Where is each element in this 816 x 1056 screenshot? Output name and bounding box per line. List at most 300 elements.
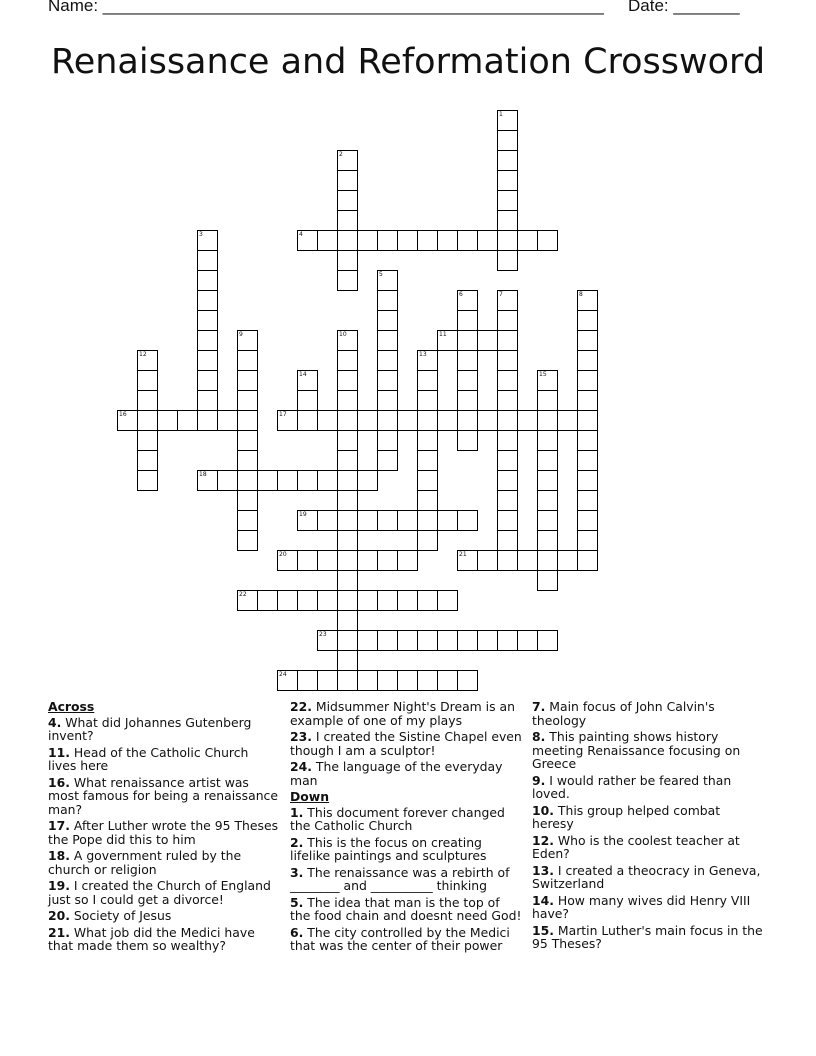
crossword-cell[interactable]	[217, 470, 238, 491]
crossword-cell[interactable]	[537, 470, 558, 491]
crossword-cell[interactable]	[177, 410, 198, 431]
clue-number-label: 1	[499, 111, 503, 118]
crossword-cell[interactable]	[297, 390, 318, 411]
crossword-cell[interactable]	[417, 410, 438, 431]
clue-number-label: 16	[119, 411, 127, 418]
clue-number: 5.	[290, 894, 304, 910]
crossword-cell[interactable]	[397, 670, 418, 691]
crossword-cell[interactable]	[577, 290, 598, 311]
crossword-cell[interactable]	[237, 490, 258, 511]
crossword-cell[interactable]	[537, 570, 558, 591]
crossword-cell[interactable]	[437, 510, 458, 531]
crossword-cell[interactable]	[437, 330, 458, 351]
crossword-cell[interactable]	[297, 470, 318, 491]
across-clue	[48, 746, 280, 773]
clue-number: 14.	[532, 892, 554, 908]
crossword-cell[interactable]	[337, 530, 358, 551]
crossword-cell[interactable]	[577, 490, 598, 511]
crossword-cell[interactable]	[297, 510, 318, 531]
crossword-cell[interactable]	[497, 330, 518, 351]
crossword-cell[interactable]	[577, 310, 598, 331]
crossword-cell[interactable]	[537, 630, 558, 651]
crossword-cell[interactable]	[457, 430, 478, 451]
down-clue	[532, 774, 764, 801]
crossword-cell[interactable]	[557, 410, 578, 431]
down-clue	[290, 926, 522, 953]
down-clue	[290, 896, 522, 923]
crossword-cell[interactable]	[457, 410, 478, 431]
crossword-cell[interactable]	[537, 450, 558, 471]
crossword-cell[interactable]	[577, 550, 598, 571]
crossword-cell[interactable]	[497, 490, 518, 511]
clue-text: I created the Church of England just so I could get a divorce!	[48, 878, 271, 907]
crossword-cell[interactable]	[537, 550, 558, 571]
crossword-cell[interactable]	[397, 410, 418, 431]
across-clue	[290, 730, 522, 757]
crossword-cell[interactable]	[337, 250, 358, 271]
crossword-cell[interactable]	[197, 350, 218, 371]
clue-number: 12.	[532, 832, 554, 848]
crossword-cell[interactable]	[577, 350, 598, 371]
date-line: _______	[673, 0, 740, 15]
crossword-cell[interactable]	[577, 470, 598, 491]
crossword-cell[interactable]	[317, 670, 338, 691]
across-clue	[48, 926, 280, 953]
clue-number: 20.	[48, 908, 70, 923]
clue-number-label: 4	[299, 231, 303, 238]
crossword-cell[interactable]	[537, 370, 558, 391]
clue-number: 10.	[532, 802, 554, 818]
clue-text: This painting shows history meeting Renaissance focusing on Greece	[532, 729, 741, 771]
crossword-cell[interactable]	[377, 230, 398, 251]
down-clue	[532, 834, 764, 861]
crossword-cell[interactable]	[297, 410, 318, 431]
clue-number-label: 5	[379, 271, 383, 278]
clue-text: The idea that man is the top of the food chain and doesnt need God!	[290, 894, 522, 923]
crossword-cell[interactable]	[137, 370, 158, 391]
date-field	[628, 0, 740, 16]
crossword-cell[interactable]	[497, 210, 518, 231]
crossword-cell[interactable]	[337, 350, 358, 371]
crossword-cell[interactable]	[197, 270, 218, 291]
crossword-cell[interactable]	[417, 630, 438, 651]
clue-text: This document forever changed the Catholic Church	[290, 804, 505, 833]
crossword-cell[interactable]	[197, 470, 218, 491]
crossword-cell[interactable]	[417, 230, 438, 251]
crossword-cell[interactable]	[537, 510, 558, 531]
crossword-cell[interactable]	[377, 290, 398, 311]
clue-text: Society of Jesus	[73, 908, 172, 923]
clue-number: 7.	[532, 699, 546, 714]
crossword-cell[interactable]	[337, 270, 358, 291]
crossword-cell[interactable]	[337, 470, 358, 491]
crossword-cell[interactable]	[337, 430, 358, 451]
clue-text: Midsummer Night's Dream is an example of one of my plays	[290, 699, 515, 728]
crossword-cell[interactable]	[197, 410, 218, 431]
crossword-cell[interactable]	[397, 630, 418, 651]
crossword-cell[interactable]	[337, 490, 358, 511]
crossword-cell[interactable]	[537, 430, 558, 451]
crossword-cell[interactable]	[137, 450, 158, 471]
crossword-cell[interactable]	[457, 670, 478, 691]
clue-number-label: 21	[459, 551, 467, 558]
crossword-cell[interactable]	[537, 390, 558, 411]
crossword-cell[interactable]	[237, 430, 258, 451]
clue-number: 3.	[290, 864, 304, 880]
clue-number: 17.	[48, 818, 70, 833]
clue-number: 15.	[532, 922, 554, 938]
clue-text: What did Johannes Gutenberg invent?	[48, 714, 252, 743]
clue-number: 8.	[532, 729, 546, 744]
crossword-cell[interactable]	[377, 670, 398, 691]
crossword-cell[interactable]	[477, 410, 498, 431]
crossword-cell[interactable]	[497, 170, 518, 191]
crossword-cell[interactable]	[317, 510, 338, 531]
crossword-cell[interactable]	[377, 370, 398, 391]
clue-text: Head of the Catholic Church lives here	[48, 744, 249, 773]
crossword-cell[interactable]	[357, 550, 378, 571]
crossword-cell[interactable]	[417, 590, 438, 611]
crossword-cell[interactable]	[237, 450, 258, 471]
clues-column-3	[532, 700, 764, 954]
clue-text: This group helped combat heresy	[532, 802, 721, 831]
crossword-cell[interactable]	[357, 230, 378, 251]
crossword-cell[interactable]	[337, 610, 358, 631]
across-clue	[48, 819, 280, 846]
crossword-cell[interactable]	[497, 130, 518, 151]
crossword-cell[interactable]	[497, 390, 518, 411]
crossword-cell[interactable]	[577, 390, 598, 411]
clue-number-label: 11	[439, 331, 447, 338]
clue-text: The language of the everyday man	[290, 759, 503, 788]
crossword-cell[interactable]	[337, 410, 358, 431]
crossword-cell[interactable]	[497, 630, 518, 651]
clue-number: 2.	[290, 834, 304, 850]
crossword-cell[interactable]	[217, 410, 238, 431]
crossword-cell[interactable]	[457, 510, 478, 531]
crossword-cell[interactable]	[337, 550, 358, 571]
crossword-cell[interactable]	[237, 470, 258, 491]
crossword-cell[interactable]	[537, 230, 558, 251]
crossword-cell[interactable]	[377, 550, 398, 571]
clue-number-label: 23	[319, 631, 327, 638]
clue-text: I created the Sistine Chapel even though I am a sculptor!	[290, 729, 522, 758]
crossword-cell[interactable]	[317, 630, 338, 651]
across-clue	[48, 776, 280, 817]
clue-number: 16.	[48, 774, 70, 790]
crossword-cell[interactable]	[357, 510, 378, 531]
crossword-cell[interactable]	[537, 410, 558, 431]
crossword-cell[interactable]	[477, 630, 498, 651]
crossword-cell[interactable]	[337, 650, 358, 671]
clue-number: 24.	[290, 759, 312, 774]
crossword-cell[interactable]	[457, 290, 478, 311]
crossword-cell[interactable]	[417, 510, 438, 531]
crossword-cell[interactable]	[317, 230, 338, 251]
crossword-cell[interactable]	[437, 230, 458, 251]
crossword-cell[interactable]	[497, 150, 518, 171]
crossword-cell[interactable]	[357, 470, 378, 491]
crossword-cell[interactable]	[577, 370, 598, 391]
crossword-cell[interactable]	[417, 530, 438, 551]
down-heading: Down	[290, 789, 330, 804]
crossword-cell[interactable]	[377, 430, 398, 451]
clues-column-1	[48, 700, 280, 956]
crossword-cell[interactable]	[357, 410, 378, 431]
clue-number-label: 9	[239, 331, 243, 338]
crossword-cell[interactable]	[517, 630, 538, 651]
clue-number-label: 6	[459, 291, 463, 298]
clue-text: A government ruled by the church or religion	[48, 848, 242, 877]
crossword-cell[interactable]	[397, 510, 418, 531]
crossword-cell[interactable]	[277, 590, 298, 611]
clue-number: 1.	[290, 804, 304, 820]
clue-number: 21.	[48, 924, 70, 940]
down-clue	[532, 804, 764, 831]
crossword-cell[interactable]	[457, 230, 478, 251]
crossword-cell[interactable]	[537, 490, 558, 511]
crossword-cell[interactable]	[457, 330, 478, 351]
page-title: Renaissance and Reformation Crossword	[50, 42, 766, 82]
clue-text: What renaissance artist was most famous for being a renaissance man?	[48, 774, 278, 817]
crossword-cell[interactable]	[457, 310, 478, 331]
crossword-cell[interactable]	[397, 230, 418, 251]
crossword-cell[interactable]	[497, 410, 518, 431]
crossword-cell[interactable]	[257, 590, 278, 611]
crossword-cell[interactable]	[197, 230, 218, 251]
crossword-cell[interactable]	[297, 670, 318, 691]
crossword-cell[interactable]	[497, 550, 518, 571]
clue-text: The city controlled by the Medici that was the center of their power	[290, 924, 510, 953]
across-clue	[48, 879, 280, 906]
crossword-cell[interactable]	[497, 230, 518, 251]
crossword-cell[interactable]	[477, 330, 498, 351]
crossword-cell[interactable]	[397, 550, 418, 571]
crossword-cell[interactable]	[577, 530, 598, 551]
crossword-cell[interactable]	[437, 410, 458, 431]
crossword-cell[interactable]	[237, 370, 258, 391]
crossword-cell[interactable]	[137, 390, 158, 411]
crossword-cell[interactable]	[417, 490, 438, 511]
crossword-cell[interactable]	[497, 510, 518, 531]
crossword-cell[interactable]	[297, 550, 318, 571]
crossword-cell[interactable]	[337, 450, 358, 471]
crossword-cell[interactable]	[457, 390, 478, 411]
crossword-cell[interactable]	[497, 110, 518, 131]
crossword-cell[interactable]	[497, 450, 518, 471]
crossword-cell[interactable]	[417, 670, 438, 691]
crossword-cell[interactable]	[457, 350, 478, 371]
crossword-cell[interactable]	[237, 390, 258, 411]
crossword-cell[interactable]	[277, 410, 298, 431]
crossword-cell[interactable]	[477, 230, 498, 251]
crossword-cell[interactable]	[437, 590, 458, 611]
crossword-cell[interactable]	[377, 310, 398, 331]
clues-column-2	[290, 700, 522, 956]
crossword-cell[interactable]	[317, 470, 338, 491]
crossword-cell[interactable]	[237, 530, 258, 551]
crossword-cell[interactable]	[297, 230, 318, 251]
crossword-cell[interactable]	[517, 410, 538, 431]
clue-text: I would rather be feared than loved.	[532, 772, 732, 801]
crossword-cell[interactable]	[577, 410, 598, 431]
across-clue	[48, 716, 280, 743]
crossword-cell[interactable]	[357, 590, 378, 611]
crossword-cell[interactable]	[197, 310, 218, 331]
crossword-cell[interactable]	[377, 350, 398, 371]
across-clue	[48, 849, 280, 876]
crossword-cell[interactable]	[377, 410, 398, 431]
clue-number-label: 10	[339, 331, 347, 338]
down-clue	[532, 924, 764, 951]
crossword-cell[interactable]	[197, 250, 218, 271]
crossword-cell[interactable]	[237, 350, 258, 371]
crossword-cell[interactable]	[337, 570, 358, 591]
crossword-cell[interactable]	[457, 370, 478, 391]
crossword-cell[interactable]	[497, 350, 518, 371]
crossword-cell[interactable]	[197, 390, 218, 411]
crossword-cell[interactable]	[357, 670, 378, 691]
crossword-cell[interactable]	[557, 550, 578, 571]
clue-text: Main focus of John Calvin's theology	[532, 699, 715, 728]
crossword-cell[interactable]	[517, 230, 538, 251]
clue-number: 22.	[290, 699, 312, 714]
crossword-cell[interactable]	[337, 630, 358, 651]
across-clue	[290, 760, 522, 787]
crossword-cell[interactable]	[377, 330, 398, 351]
crossword-cell[interactable]	[257, 470, 278, 491]
crossword-cell[interactable]	[577, 510, 598, 531]
crossword-cell[interactable]	[577, 430, 598, 451]
crossword-cell[interactable]	[377, 450, 398, 471]
crossword-cell[interactable]	[417, 470, 438, 491]
crossword-cell[interactable]	[417, 390, 438, 411]
crossword-cell[interactable]	[277, 470, 298, 491]
crossword-cell[interactable]	[237, 510, 258, 531]
crossword-cell[interactable]	[417, 370, 438, 391]
crossword-cell[interactable]	[237, 330, 258, 351]
crossword-cell[interactable]	[237, 590, 258, 611]
crossword-cell[interactable]	[377, 630, 398, 651]
clue-number-label: 2	[339, 151, 343, 158]
date-label: Date:	[628, 0, 674, 15]
crossword-cell[interactable]	[337, 510, 358, 531]
crossword-cell[interactable]	[497, 290, 518, 311]
clue-number-label: 14	[299, 371, 307, 378]
crossword-cell[interactable]	[417, 430, 438, 451]
crossword-cell[interactable]	[377, 390, 398, 411]
crossword-cell[interactable]	[497, 530, 518, 551]
clue-number-label: 19	[299, 511, 307, 518]
name-line: _____________________________________________________	[102, 0, 604, 15]
crossword-cell[interactable]	[457, 550, 478, 571]
crossword-cell[interactable]	[337, 230, 358, 251]
crossword-cell[interactable]	[357, 630, 378, 651]
crossword-cell[interactable]	[337, 190, 358, 211]
crossword-cell[interactable]	[277, 670, 298, 691]
crossword-cell[interactable]	[497, 190, 518, 211]
crossword-cell[interactable]	[497, 310, 518, 331]
crossword-cell[interactable]	[377, 270, 398, 291]
down-clue	[532, 730, 764, 771]
clue-text: What job did the Medici have that made them so wealthy?	[48, 924, 255, 953]
clue-number: 18.	[48, 848, 70, 863]
crossword-cell[interactable]	[337, 370, 358, 391]
crossword-cell[interactable]	[337, 150, 358, 171]
clue-text: Martin Luther's main focus in the 95 Theses?	[532, 922, 763, 951]
crossword-cell[interactable]	[337, 670, 358, 691]
clue-number: 9.	[532, 772, 546, 788]
clue-number-label: 17	[279, 411, 287, 418]
crossword-cell[interactable]	[497, 370, 518, 391]
crossword-cell[interactable]	[517, 550, 538, 571]
clue-number-label: 13	[419, 351, 427, 358]
crossword-cell[interactable]	[317, 410, 338, 431]
crossword-cell[interactable]	[137, 410, 158, 431]
crossword-cell[interactable]	[497, 430, 518, 451]
crossword-cell[interactable]	[337, 590, 358, 611]
clue-number-label: 18	[199, 471, 207, 478]
crossword-cell[interactable]	[137, 350, 158, 371]
crossword-cell[interactable]	[197, 290, 218, 311]
crossword-cell[interactable]	[337, 210, 358, 231]
crossword-cell[interactable]	[417, 450, 438, 471]
crossword-cell[interactable]	[197, 330, 218, 351]
crossword-cell[interactable]	[237, 410, 258, 431]
crossword-cell[interactable]	[317, 590, 338, 611]
clue-text: Who is the coolest teacher at Eden?	[532, 832, 740, 861]
crossword-cell[interactable]	[397, 590, 418, 611]
across-heading: Across	[48, 699, 95, 714]
crossword-cell[interactable]	[497, 470, 518, 491]
crossword-cell[interactable]	[337, 330, 358, 351]
crossword-cell[interactable]	[197, 370, 218, 391]
crossword-cell[interactable]	[277, 550, 298, 571]
crossword-cell[interactable]	[297, 590, 318, 611]
across-clue	[48, 909, 280, 923]
crossword-cell[interactable]	[577, 450, 598, 471]
crossword-cell[interactable]	[317, 550, 338, 571]
clue-text: After Luther wrote the 95 Theses the Pope did this to him	[48, 818, 279, 847]
clue-text: This is the focus on creating lifelike paintings and sculptures	[290, 834, 487, 863]
crossword-cell[interactable]	[137, 470, 158, 491]
clue-number-label: 8	[579, 291, 583, 298]
crossword-cell[interactable]	[157, 410, 178, 431]
clue-number-label: 24	[279, 671, 287, 678]
crossword-cell[interactable]	[497, 250, 518, 271]
crossword-cell[interactable]	[377, 590, 398, 611]
crossword-cell[interactable]	[437, 670, 458, 691]
crossword-cell[interactable]	[137, 430, 158, 451]
crossword-cell[interactable]	[417, 350, 438, 371]
crossword-cell[interactable]	[457, 630, 478, 651]
crossword-cell[interactable]	[337, 390, 358, 411]
crossword-cell[interactable]	[297, 370, 318, 391]
down-clue	[532, 700, 764, 727]
clue-number: 6.	[290, 924, 304, 940]
crossword-cell[interactable]	[377, 510, 398, 531]
clue-number: 4.	[48, 714, 62, 730]
crossword-cell[interactable]	[337, 170, 358, 191]
crossword-cell[interactable]	[537, 530, 558, 551]
crossword-cell[interactable]	[477, 550, 498, 571]
crossword-cell[interactable]	[117, 410, 138, 431]
crossword-cell[interactable]	[437, 630, 458, 651]
down-clue	[290, 866, 522, 893]
crossword-cell[interactable]	[577, 330, 598, 351]
name-label: Name:	[48, 0, 103, 15]
clue-number-label: 15	[539, 371, 547, 378]
